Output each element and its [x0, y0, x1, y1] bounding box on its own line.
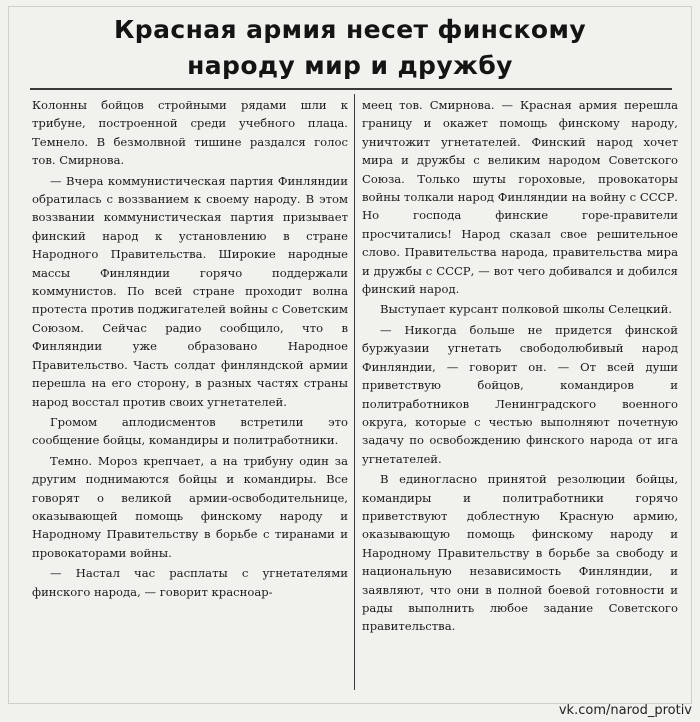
watermark: vk.com/narod_protiv	[558, 703, 692, 718]
paragraph: Темно. Мороз крепчает, а на трибуну один за другим поднимаются бойцы и командиры. Все говорят о великой армии-освободительнице, оказывающей помощь финскому народу и Народному Правительству в борьбе с тиранами и провокаторами войны.	[32, 453, 348, 560]
paragraph: Колонны бойцов стройными рядами шли к трибуне, построенной среди учебного плаца. Темнело. В безмолвной тишине раздался голос тов. Смирнова.	[32, 98, 348, 168]
paragraph: — Вчера коммунистическая партия Финляндии обратилась с воззванием к своему народу. В этом воззвании коммунистическая партия призывает финский народ к установлению в стране Народного Правительства. Широкие народные массы Финляндии горячо поддержали коммунистов. По всей стране проходит волна протеста против поджигателей войны с Советским Союзом. Сейчас радио сообщило, что в Финляндии уже образовано Народное Правительство. Часть солдат финляндской армии перешла на его сторону, в разных частях страны народ восстал против своих угнетателей.	[32, 173, 348, 409]
paragraph: В единогласно принятой резолюции бойцы, командиры и политработники горячо приветствуют доблестную Красную армию, оказывающую помощь финскому народу и Народному Правительству в борьбе за свободу и национальную независимость Финляндии, и заявляют, что они в полной боевой готовности и рады выполнить любое задание Советского правительства.	[362, 472, 678, 634]
paragraph: меец тов. Смирнова. — Красная армия перешла границу и окажет помощь финскому народу, уничтожит угнетателей. Финский народ хочет мира и дружбы с великим народом Советского Союза. Только шуты гороховые, провокаторы войны толкали народ Финляндии на войну с СССР. Но господа финские горе-правители просчитались! Народ сказал свое решительное слово. Правительства народа, правительства мира и дружбы с СССР, — вот чего добивался и добился финский народ.	[362, 98, 678, 297]
headline	[0, 12, 700, 84]
headline-line-1: Красная армия несет финскому	[113, 15, 587, 44]
right-column	[362, 96, 678, 696]
paragraph: — Никогда больше не придется финской буржуазии угнетать свободолюбивый народ Финляндии, — говорит он. — От всей души приветствую бойцов, командиров и политработников Ленинградского военного округа, которые с честью выполняют почетную задачу по освобождению финского народа от ига угнетателей.	[362, 322, 678, 466]
paragraph: — Настал час расплаты с угнетателями финского народа, — говорит красноар-	[32, 566, 348, 599]
paragraph: Громом аплодисментов встретили это сообщение бойцы, командиры и политработники.	[32, 414, 348, 448]
headline-line-2: народу мир и дружбу	[187, 51, 513, 80]
left-column	[32, 96, 348, 696]
column-divider	[354, 94, 355, 690]
headline-rule	[30, 88, 672, 90]
paragraph: Выступает курсант полковой школы Селецкий.	[380, 302, 673, 317]
